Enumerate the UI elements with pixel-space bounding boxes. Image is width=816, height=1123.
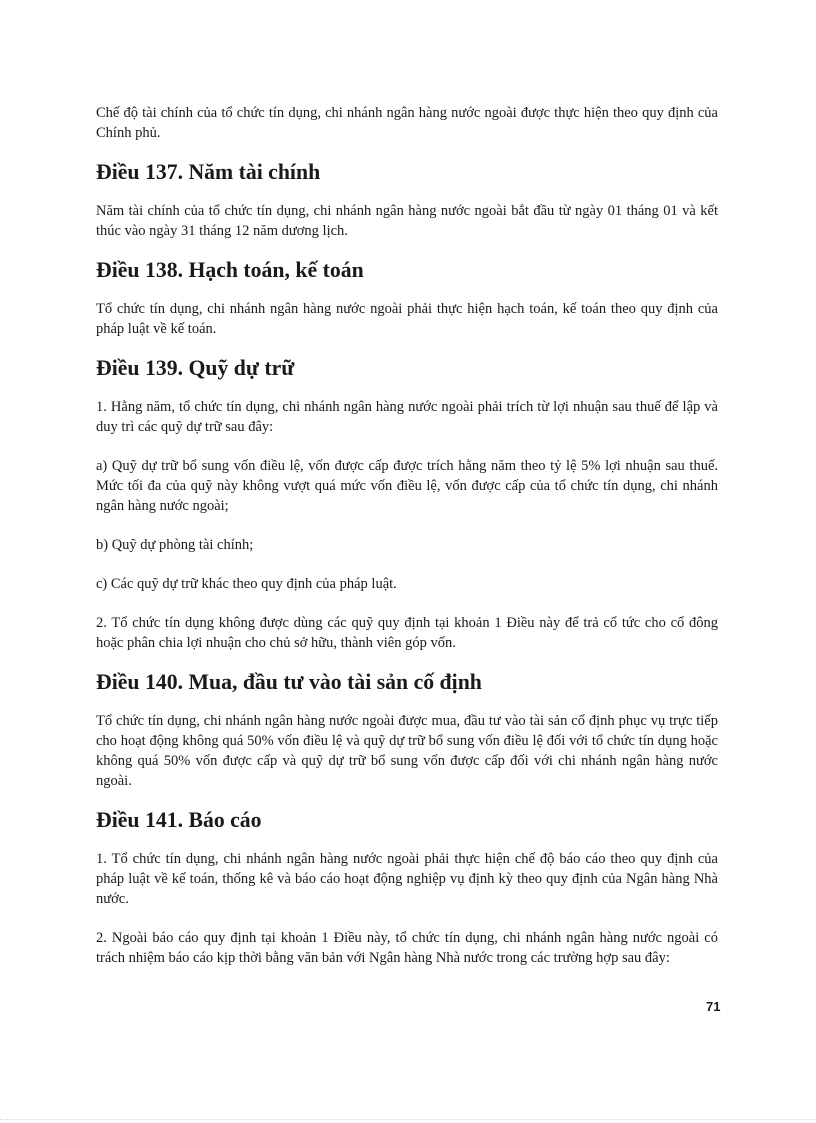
- heading-article-138: Điều 138. Hạch toán, kế toán: [96, 258, 364, 282]
- heading-article-140: Điều 140. Mua, đầu tư vào tài sản cố định: [96, 670, 482, 694]
- paragraph-article-141-clause-2: 2. Ngoài báo cáo quy định tại khoản 1 Điều này, tổ chức tín dụng, chi nhánh ngân hàng nước ngoài có trách nhiệm báo cáo kịp thời bằng văn bản với Ngân hàng Nhà nước trong các trường hợp sau đây:: [96, 930, 718, 966]
- heading-article-137: Điều 137. Năm tài chính: [96, 160, 321, 184]
- paragraph-article-140: Tổ chức tín dụng, chi nhánh ngân hàng nước ngoài được mua, đầu tư vào tài sản cố định phục vụ trực tiếp cho hoạt động không quá 50% vốn điều lệ và quỹ dự trữ bổ sung vốn điều lệ đối với tổ chức tín dụng hoặc không quá 50% vốn được cấp và quỹ dự trữ bổ sung vốn được cấp đối với chi nhánh ngân hàng nước ngoài.: [96, 713, 718, 789]
- paragraph-article-137: Năm tài chính của tổ chức tín dụng, chi nhánh ngân hàng nước ngoài bắt đầu từ ngày 01 tháng 01 và kết thúc vào ngày 31 tháng 12 năm dương lịch.: [96, 203, 718, 239]
- paragraph-article-139-clause-2: 2. Tổ chức tín dụng không được dùng các quỹ quy định tại khoản 1 Điều này để trả cổ tức cho cổ đông hoặc phân chia lợi nhuận cho chủ sở hữu, thành viên góp vốn.: [96, 615, 718, 651]
- paragraph-article-138: Tổ chức tín dụng, chi nhánh ngân hàng nước ngoài phải thực hiện hạch toán, kế toán theo quy định của pháp luật về kế toán.: [96, 301, 718, 337]
- page-bottom-divider: [0, 1119, 816, 1120]
- paragraph-article-139-point-a: a) Quỹ dự trữ bổ sung vốn điều lệ, vốn được cấp được trích hằng năm theo tỷ lệ 5% lợi nhuận sau thuế. Mức tối đa của quỹ này không vượt quá mức vốn điều lệ, vốn được cấp của tổ chức tín dụng, chi nhánh ngân hàng nước ngoài;: [96, 458, 718, 514]
- paragraph-article-139-clause-1: 1. Hằng năm, tổ chức tín dụng, chi nhánh ngân hàng nước ngoài phải trích từ lợi nhuận sau thuế để lập và duy trì các quỹ dự trữ sau đây:: [96, 399, 718, 435]
- document-body: [96, 103, 718, 987]
- heading-article-139: Điều 139. Quỹ dự trữ: [96, 356, 295, 380]
- paragraph-article-139-point-b: b) Quỹ dự phòng tài chính;: [96, 537, 254, 553]
- paragraph-financial-regime: Chế độ tài chính của tổ chức tín dụng, chi nhánh ngân hàng nước ngoài được thực hiện theo quy định của Chính phủ.: [96, 105, 718, 141]
- paragraph-article-139-point-c: c) Các quỹ dự trữ khác theo quy định của pháp luật.: [96, 576, 397, 592]
- heading-article-141: Điều 141. Báo cáo: [96, 808, 262, 832]
- page-number: 71: [706, 999, 721, 1014]
- paragraph-article-141-clause-1: 1. Tổ chức tín dụng, chi nhánh ngân hàng nước ngoài phải thực hiện chế độ báo cáo theo quy định của pháp luật về kế toán, thống kê và báo cáo hoạt động nghiệp vụ định kỳ theo quy định của Ngân hàng Nhà nước.: [96, 851, 718, 907]
